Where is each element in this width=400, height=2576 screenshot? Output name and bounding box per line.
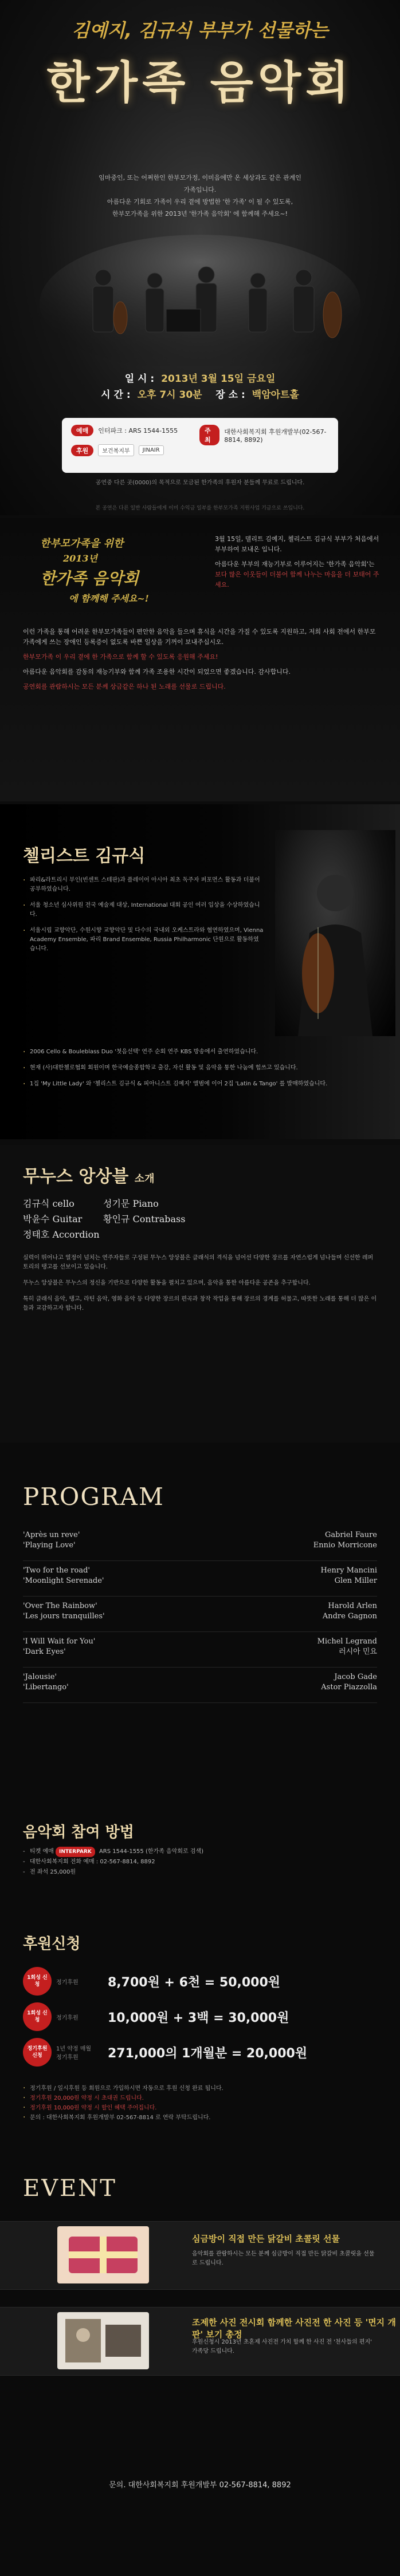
bio-item: · 서울시립 교향악단, 수원시향 교향악단 및 다수의 국내외 오케스트라와 협연하였으며, Vienna Academy Ensemble, 파리 Brand Ensemble, Russia Philharmonic 단원으로 활동하였습니다.: [23, 926, 264, 954]
contact-line[interactable]: 문의. 대한사회복지회 후원개발부 02-567-8814, 8892: [109, 2481, 291, 2490]
para-line: 보다 많은 이웃들이 더불어 함께 나누는 마음을 더 보태어 주세요.: [215, 571, 379, 588]
ensemble-stage-image: [34, 223, 366, 366]
piece-title: 'Playing Love': [23, 1541, 76, 1550]
date-line: [0, 371, 400, 387]
script-line-4: 에 함께해 주세요~!: [69, 593, 149, 604]
support-badge: 정기후원 신청: [23, 2038, 52, 2067]
support-option[interactable]: [23, 1963, 377, 1999]
info-note: 공연중 다른 곳(0000)의 목적으로 모금된 한가족의 후원자 분들께 무료로 드립니다.: [95, 480, 305, 486]
sponsor-logo: JINAIR: [139, 445, 164, 455]
support-note: · 정기후원 10,000원 약정 시 할인 혜택 주어집니다.: [23, 2103, 377, 2113]
event-desc: 후원신청시 2013년 초혼제 사진전 가치 함께 한 사진 전 '천사들의 편지' 가족당 드립니다.: [192, 2339, 372, 2354]
member: 정태호 Accordion: [23, 1229, 100, 1240]
piece-title: 'Dark Eyes': [23, 1647, 66, 1656]
support-badge: 1회성 신청: [23, 1967, 52, 1996]
ensemble-paragraph: 특히 클래식 음악, 탱고, 라틴 음악, 영화 음악 등 다양한 장르의 편곡과 창작 작업을 통해 장르의 경계를 허물고, 따뜻한 노래를 통해 더 많은 이들과 교감하고자 합니다.: [23, 1296, 377, 1311]
long-line: 아름다운 음악회를 감동의 재능기부와 함께 가족 조용한 시간이 되었으면 좋겠습니다. 감사합니다.: [23, 668, 291, 675]
program-row: [23, 1668, 377, 1703]
participate-text: ARS 1544-1555 (한가족 음악회로 검색): [99, 1848, 204, 1855]
composer: Michel Legrand: [317, 1637, 377, 1646]
bio-item: · 1집 'My Little Lady' 와 '첼리스트 김규식 & 피아니스트 김예지' 앨범에 이어 2집 'Latin & Tango' 를 발매하였습니다.: [23, 1080, 378, 1089]
composer: Harold Arlen: [328, 1602, 377, 1610]
ensemble-description: [23, 1254, 378, 1320]
program-row: [23, 1526, 377, 1561]
time-label: 시 간 :: [101, 389, 131, 401]
support-note: · 정기후원 / 일시후원 등 회원으로 가입하시면 자동으로 후원 신청 완료 됩니다.: [23, 2084, 377, 2093]
ensemble-paragraph: 실력이 뛰어나고 열정이 넘치는 연주자들로 구성된 무누스 앙상블은 클래식의 격식을 넘어선 다양한 장르를 자연스럽게 넘나들며 신선한 레퍼토리의 탱고를 선보이고 있습니다.: [23, 1255, 374, 1270]
member: 김규식 cello: [23, 1198, 74, 1209]
ticket-info-box: [62, 418, 338, 473]
invitation-paragraph: [215, 534, 381, 590]
para-line: 아름다운 부부의 재능기부로 이루어지는 '한가족 음악회'는: [215, 560, 375, 568]
concert-schedule: [0, 371, 400, 403]
invitation-long-text: [0, 627, 400, 697]
participate-heading: 음악회 참여 방법: [23, 1824, 134, 1841]
sponsor-logo: 보건복지부: [98, 444, 134, 456]
composer: Henry Mancini: [320, 1566, 377, 1575]
composer: Astor Piazzolla: [321, 1683, 377, 1692]
photo-exhibit-image: [57, 2312, 149, 2369]
chocolate-gift-image: [57, 2226, 149, 2283]
ensemble-heading: [23, 1162, 155, 1187]
cellist-bio: [23, 876, 264, 961]
participate-prefix: 티켓 예매: [30, 1848, 54, 1855]
host-text: 대한사회복지회 후원개발부(02-567-8814, 8892): [224, 428, 327, 444]
ticket-text[interactable]: 인터파크 : ARS 1544-1555: [98, 427, 178, 434]
hero-intro: [97, 172, 303, 220]
piece-title: 'Moonlight Serenade': [23, 1577, 104, 1585]
sponsor-row: [71, 444, 164, 456]
hero-intro-line: 임마중인, 또는 어쩌한인 한부모가정, 이미음에만 온 세상과도 같은 관계인 가족입니다.: [99, 174, 301, 193]
place-label: 장 소 :: [215, 389, 245, 401]
member: 황인규 Contrabass: [103, 1214, 186, 1224]
composer: Jacob Gade: [334, 1673, 377, 1681]
bio-item: · 서울 청소년 심사위원 전국 예술제 대상, International 대회 공인 여러 입상을 수상하였습니다.: [23, 901, 264, 919]
time-place-line: [0, 387, 400, 403]
member: 박윤수 Guitar: [23, 1214, 83, 1224]
hero-kicker: 김예지, 김규식 부부가 선물하는: [72, 19, 328, 41]
support-amount: 10,000원 + 3백 = 30,000원: [108, 2010, 289, 2025]
composer: Glen Miller: [334, 1577, 377, 1585]
info-note-small: 본 공연은 다른 일반 사람들에게 이미 수익금 일부를 한부모가족 지원사업 기금으로 쓰입니다.: [95, 505, 305, 511]
support-sub: 정기후원: [56, 2014, 79, 2021]
ensemble-heading-suffix: 소개: [134, 1173, 155, 1185]
support-option[interactable]: [23, 1999, 377, 2034]
program-row: [23, 1632, 377, 1668]
program-row: [23, 1561, 377, 1597]
para-line: 3월 15일, 델리트 김예지, 첼리스트 김규식 부부가 처음에서 부부하여 보내온 입니다.: [215, 535, 379, 553]
time-value: 오후 7시 30분: [137, 389, 202, 401]
event-title: 심금방이 직접 만든 닭갈비 초콜릿 선물: [192, 2234, 340, 2244]
support-notes: [23, 2084, 377, 2123]
ensemble-members: [23, 1196, 218, 1240]
support-sub: 1년 약정 매월 정기후원: [56, 2046, 92, 2061]
bio-item: · 2006 Cello & Bouleblass Duo '첫음선택' 연주 순회 연주 KBS 방송에서 출연하였습니다.: [23, 1048, 378, 1057]
program-list: [23, 1526, 377, 1703]
support-note: · 문의 : 대한사회복지회 후원개발부 02-567-8814 로 연락 부탁드립니다.: [23, 2113, 377, 2123]
host-pill: 주최: [199, 425, 219, 445]
composer: 러시아 민요: [339, 1647, 377, 1656]
hero-section: [0, 0, 400, 515]
date-label: 일 시 :: [124, 373, 155, 385]
program-heading: PROGRAM: [23, 1483, 164, 1511]
piece-title: 'Over The Rainbow': [23, 1602, 97, 1610]
bio-item: · 현재 (사)대한첼로협회 회원이며 한국예술종합학교 출강, 자선 활동 및 음악을 통한 나눔에 힘쓰고 있습니다.: [23, 1064, 378, 1073]
sponsor-pill: 후원: [71, 445, 93, 456]
long-line: 이런 가족을 통해 어려운 한부모가족들이 편안한 음악을 들으며 휴식을 시간을 가질 수 있도록 지원하고, 저희 사회 전에서 한부모가족에게 쓰는 장애인 등록증이 없도록 바쁜 일상을 기꺼이 보내주십시오.: [23, 628, 376, 646]
script-line-1: 한부모가족을 위한: [40, 538, 124, 550]
piece-title: 'Après un reve': [23, 1531, 80, 1539]
event-desc: 음악회를 관람하시는 모든 분께 심금방이 직접 만든 닭갈비 초콜릿을 선물로 드립니다.: [192, 2251, 375, 2266]
participate-item: - 전 좌석 25,000원: [23, 1867, 203, 1878]
piece-title: 'I Will Wait for You': [23, 1637, 96, 1646]
program-row: [23, 1597, 377, 1632]
piece-title: 'Jalousie': [23, 1673, 57, 1681]
host-row: [199, 425, 338, 445]
event-title: 조제한 사진 전시회 함께한 사진전 한 사진 등 '면지 개판' 보기 총정: [192, 2317, 396, 2340]
support-heading: 후원신청: [23, 1935, 81, 1953]
participate-item: [23, 1847, 203, 1857]
participate-list: [23, 1847, 203, 1878]
support-amount: 271,000의 1개월분 = 20,000원: [108, 2046, 308, 2061]
composer: Ennio Morricone: [313, 1541, 377, 1550]
support-badge: 1회성 신청: [23, 2002, 52, 2031]
piece-title: 'Libertango': [23, 1683, 69, 1692]
event-heading: EVENT: [23, 2175, 117, 2202]
cellist-bio-more: [23, 1048, 378, 1096]
cellist-heading: 첼리스트 김규식: [23, 846, 146, 866]
piece-title: 'Les jours tranquilles': [23, 1612, 105, 1621]
composer: Gabriel Faure: [325, 1531, 377, 1539]
interpark-logo[interactable]: INTERPARK: [56, 1847, 95, 1857]
member: 성기문 Piano: [103, 1198, 159, 1209]
hero-intro-line: 아름다운 기회로 가족이 우리 곁에 방법한 '한 가족' 이 될 수 있도록,: [107, 198, 293, 206]
support-amount: 8,700원 + 6천 = 50,000원: [108, 1975, 281, 1990]
hero-title: 한가족 음악회: [46, 57, 354, 109]
support-option[interactable]: [23, 2034, 377, 2070]
hero-intro-line: 한부모가족을 위한 2013년 '한가족 음악회' 에 함께해 주세요~!: [112, 210, 288, 218]
piece-title: 'Two for the road': [23, 1566, 90, 1575]
script-line-3: 한가족 음악회: [40, 569, 139, 588]
long-line: 한부모가족 이 우리 곁에 한 가족으로 함께 할 수 있도록 응원해 주세요!: [23, 653, 218, 661]
support-sub: 정기후원: [56, 1979, 79, 1986]
participate-item: - 대한사회복지회 전화 예매 : 02-567-8814, 8892: [23, 1857, 203, 1867]
ticket-pill: 예매: [71, 425, 93, 436]
ensemble-paragraph: 무누스 앙상블은 무누스의 정신을 기반으로 다양한 활동을 펼치고 있으며, 음악을 통한 아름다운 공존을 추구합니다.: [23, 1280, 311, 1286]
place-value: 백암아트홀: [252, 389, 299, 401]
bio-item: · 파리&라트리시 부인(빈센트 스테판)과 플레이어 아시아 최초 독주자 퍼포먼스 활동과 더불어 공부하였습니다.: [23, 876, 264, 894]
date-value: 2013년 3월 15일 금요일: [161, 373, 276, 385]
member: [103, 1227, 218, 1240]
script-line-2: 2013년: [63, 553, 97, 564]
ensemble-heading-text: 무누스 앙상블: [23, 1167, 129, 1187]
support-note: · 정기후원 20,000원 약정 시 초대권 드립니다.: [23, 2093, 377, 2103]
composer: Andre Gagnon: [322, 1612, 377, 1621]
cellist-portrait: [275, 830, 395, 1036]
ticket-row: [71, 425, 178, 436]
long-line: 공연회를 관람하시는 모든 분께 상금같은 하나 된 노래를 선물로 드립니다.: [23, 683, 226, 690]
